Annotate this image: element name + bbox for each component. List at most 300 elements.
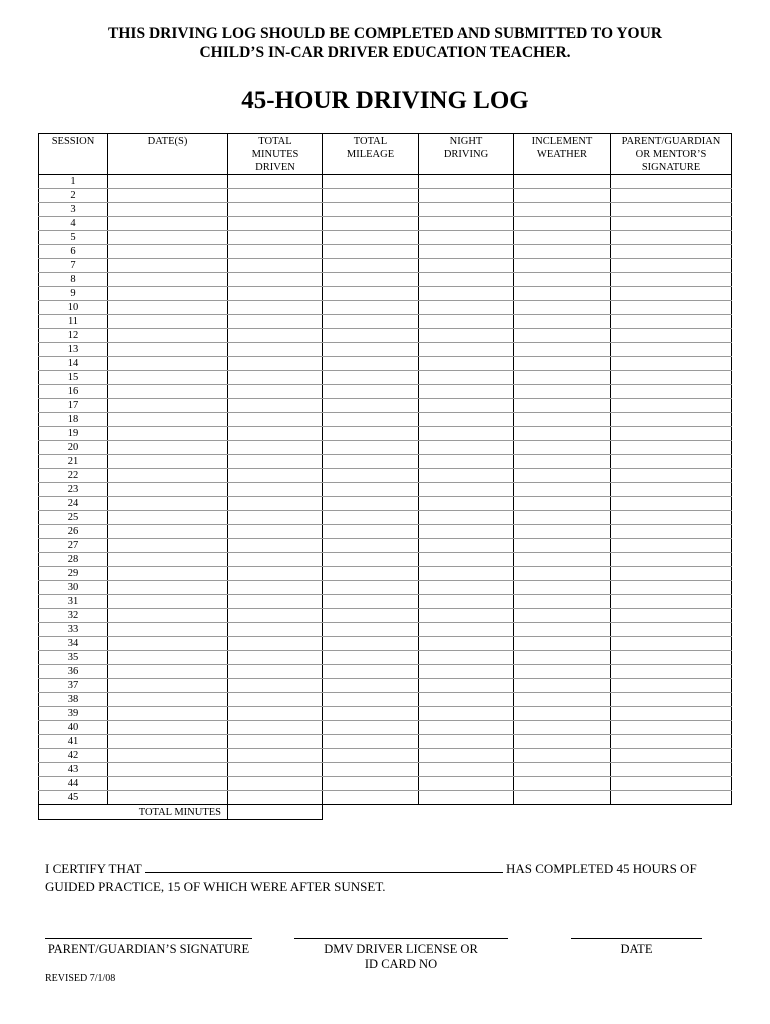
minutes-cell[interactable] [228, 595, 323, 609]
session-number: 13 [39, 343, 108, 357]
weather-cell[interactable] [514, 371, 611, 385]
notice-line-1: THIS DRIVING LOG SHOULD BE COMPLETED AND SUBMITTED TO YOUR [108, 25, 662, 42]
signature-cell[interactable] [611, 791, 732, 805]
night-cell[interactable] [419, 175, 514, 189]
signature-cell[interactable] [611, 343, 732, 357]
dates-cell[interactable] [108, 343, 228, 357]
weather-cell[interactable] [514, 385, 611, 399]
dates-cell[interactable] [108, 511, 228, 525]
weather-cell[interactable] [514, 357, 611, 371]
session-number: 24 [39, 497, 108, 511]
mileage-cell[interactable] [323, 203, 419, 217]
minutes-cell[interactable] [228, 693, 323, 707]
signature-cell[interactable] [611, 567, 732, 581]
weather-cell[interactable] [514, 637, 611, 651]
night-cell[interactable] [419, 455, 514, 469]
night-cell[interactable] [419, 231, 514, 245]
minutes-cell[interactable] [228, 497, 323, 511]
mileage-cell[interactable] [323, 651, 419, 665]
weather-cell[interactable] [514, 245, 611, 259]
mileage-cell[interactable] [323, 581, 419, 595]
night-cell[interactable] [419, 273, 514, 287]
minutes-cell[interactable] [228, 329, 323, 343]
minutes-cell[interactable] [228, 413, 323, 427]
table-row [39, 413, 732, 427]
mileage-cell[interactable] [323, 483, 419, 497]
mileage-cell[interactable] [323, 413, 419, 427]
night-cell[interactable] [419, 343, 514, 357]
table-row [39, 427, 732, 441]
dates-cell[interactable] [108, 497, 228, 511]
weather-cell[interactable] [514, 721, 611, 735]
weather-cell[interactable] [514, 329, 611, 343]
mileage-cell[interactable] [323, 385, 419, 399]
night-cell[interactable] [419, 497, 514, 511]
mileage-cell[interactable] [323, 441, 419, 455]
minutes-cell[interactable] [228, 455, 323, 469]
signature-cell[interactable] [611, 441, 732, 455]
mileage-cell[interactable] [323, 693, 419, 707]
minutes-cell[interactable] [228, 371, 323, 385]
night-cell[interactable] [419, 483, 514, 497]
weather-cell[interactable] [514, 525, 611, 539]
dates-cell[interactable] [108, 707, 228, 721]
session-number: 18 [39, 413, 108, 427]
mileage-cell[interactable] [323, 245, 419, 259]
weather-cell[interactable] [514, 287, 611, 301]
signature-cell[interactable] [611, 287, 732, 301]
weather-cell[interactable] [514, 399, 611, 413]
minutes-cell[interactable] [228, 441, 323, 455]
table-row [39, 497, 732, 511]
night-cell[interactable] [419, 609, 514, 623]
weather-cell[interactable] [514, 693, 611, 707]
weather-cell[interactable] [514, 497, 611, 511]
minutes-cell[interactable] [228, 231, 323, 245]
dates-cell[interactable] [108, 651, 228, 665]
minutes-cell[interactable] [228, 749, 323, 763]
dates-cell[interactable] [108, 287, 228, 301]
minutes-cell[interactable] [228, 385, 323, 399]
mileage-cell[interactable] [323, 791, 419, 805]
dates-cell[interactable] [108, 329, 228, 343]
session-number: 29 [39, 567, 108, 581]
minutes-cell[interactable] [228, 287, 323, 301]
night-cell[interactable] [419, 399, 514, 413]
dates-cell[interactable] [108, 777, 228, 791]
signature-cell[interactable] [611, 357, 732, 371]
weather-cell[interactable] [514, 413, 611, 427]
dates-cell[interactable] [108, 217, 228, 231]
mileage-cell[interactable] [323, 427, 419, 441]
table-row [39, 287, 732, 301]
session-number: 25 [39, 511, 108, 525]
mileage-cell[interactable] [323, 287, 419, 301]
dates-cell[interactable] [108, 385, 228, 399]
minutes-cell[interactable] [228, 217, 323, 231]
weather-cell[interactable] [514, 427, 611, 441]
parent-signature-line[interactable]: PARENT/GUARDIAN’S SIGNATURE [45, 938, 252, 957]
night-cell[interactable] [419, 539, 514, 553]
night-cell[interactable] [419, 679, 514, 693]
mileage-cell[interactable] [323, 679, 419, 693]
night-cell[interactable] [419, 525, 514, 539]
night-cell[interactable] [419, 245, 514, 259]
mileage-cell[interactable] [323, 259, 419, 273]
weather-cell[interactable] [514, 175, 611, 189]
night-cell[interactable] [419, 777, 514, 791]
session-number: 44 [39, 777, 108, 791]
mileage-cell[interactable] [323, 539, 419, 553]
dates-cell[interactable] [108, 539, 228, 553]
night-cell[interactable] [419, 427, 514, 441]
signature-cell[interactable] [611, 175, 732, 189]
signature-cell[interactable] [611, 539, 732, 553]
student-name-blank[interactable] [145, 860, 503, 873]
weather-cell[interactable] [514, 273, 611, 287]
minutes-cell[interactable] [228, 273, 323, 287]
table-row [39, 651, 732, 665]
night-cell[interactable] [419, 329, 514, 343]
night-cell[interactable] [419, 469, 514, 483]
weather-cell[interactable] [514, 483, 611, 497]
weather-cell[interactable] [514, 189, 611, 203]
dates-cell[interactable] [108, 357, 228, 371]
night-cell[interactable] [419, 385, 514, 399]
minutes-cell[interactable] [228, 539, 323, 553]
mileage-cell[interactable] [323, 329, 419, 343]
night-cell[interactable] [419, 259, 514, 273]
dates-cell[interactable] [108, 469, 228, 483]
mileage-cell[interactable] [323, 455, 419, 469]
weather-cell[interactable] [514, 763, 611, 777]
night-cell[interactable] [419, 651, 514, 665]
mileage-cell[interactable] [323, 189, 419, 203]
minutes-cell[interactable] [228, 203, 323, 217]
signature-cell[interactable] [611, 385, 732, 399]
dates-cell[interactable] [108, 609, 228, 623]
mileage-cell[interactable] [323, 735, 419, 749]
night-cell[interactable] [419, 581, 514, 595]
mileage-cell[interactable] [323, 595, 419, 609]
signature-cell[interactable] [611, 609, 732, 623]
weather-cell[interactable] [514, 679, 611, 693]
mileage-cell[interactable] [323, 609, 419, 623]
night-cell[interactable] [419, 567, 514, 581]
dates-cell[interactable] [108, 175, 228, 189]
dates-cell[interactable] [108, 399, 228, 413]
night-cell[interactable] [419, 203, 514, 217]
weather-cell[interactable] [514, 259, 611, 273]
dates-cell[interactable] [108, 595, 228, 609]
dates-cell[interactable] [108, 273, 228, 287]
table-row [39, 637, 732, 651]
dates-cell[interactable] [108, 525, 228, 539]
column-header-total-mileage: TOTAL MILEAGE [323, 134, 419, 175]
signature-cell[interactable] [611, 637, 732, 651]
minutes-cell[interactable] [228, 707, 323, 721]
dates-cell[interactable] [108, 735, 228, 749]
signature-cell[interactable] [611, 679, 732, 693]
weather-cell[interactable] [514, 539, 611, 553]
night-cell[interactable] [419, 413, 514, 427]
weather-cell[interactable] [514, 581, 611, 595]
minutes-cell[interactable] [228, 567, 323, 581]
minutes-cell[interactable] [228, 469, 323, 483]
night-cell[interactable] [419, 721, 514, 735]
dates-cell[interactable] [108, 721, 228, 735]
mileage-cell[interactable] [323, 637, 419, 651]
weather-cell[interactable] [514, 749, 611, 763]
weather-cell[interactable] [514, 777, 611, 791]
dates-cell[interactable] [108, 301, 228, 315]
weather-cell[interactable] [514, 651, 611, 665]
weather-cell[interactable] [514, 301, 611, 315]
signature-cell[interactable] [611, 427, 732, 441]
mileage-cell[interactable] [323, 497, 419, 511]
signature-cell[interactable] [611, 483, 732, 497]
minutes-cell[interactable] [228, 623, 323, 637]
weather-cell[interactable] [514, 217, 611, 231]
session-number: 5 [39, 231, 108, 245]
dates-cell[interactable] [108, 427, 228, 441]
minutes-cell[interactable] [228, 735, 323, 749]
minutes-cell[interactable] [228, 245, 323, 259]
dates-cell[interactable] [108, 637, 228, 651]
dates-cell[interactable] [108, 441, 228, 455]
signature-cell[interactable] [611, 511, 732, 525]
signature-cell[interactable] [611, 217, 732, 231]
night-cell[interactable] [419, 693, 514, 707]
minutes-cell[interactable] [228, 637, 323, 651]
minutes-cell[interactable] [228, 483, 323, 497]
dates-cell[interactable] [108, 567, 228, 581]
dates-cell[interactable] [108, 581, 228, 595]
signature-cell[interactable] [611, 189, 732, 203]
weather-cell[interactable] [514, 595, 611, 609]
signature-cell[interactable] [611, 455, 732, 469]
signature-cell[interactable] [611, 371, 732, 385]
dates-cell[interactable] [108, 553, 228, 567]
dates-cell[interactable] [108, 315, 228, 329]
dates-cell[interactable] [108, 413, 228, 427]
night-cell[interactable] [419, 595, 514, 609]
table-row [39, 343, 732, 357]
night-cell[interactable] [419, 637, 514, 651]
dates-cell[interactable] [108, 245, 228, 259]
minutes-cell[interactable] [228, 175, 323, 189]
minutes-cell[interactable] [228, 189, 323, 203]
mileage-cell[interactable] [323, 343, 419, 357]
mileage-cell[interactable] [323, 749, 419, 763]
signature-cell[interactable] [611, 623, 732, 637]
signature-cell[interactable] [611, 581, 732, 595]
table-row [39, 581, 732, 595]
signature-cell[interactable] [611, 525, 732, 539]
weather-cell[interactable] [514, 567, 611, 581]
signature-cell[interactable] [611, 665, 732, 679]
mileage-cell[interactable] [323, 371, 419, 385]
dates-cell[interactable] [108, 231, 228, 245]
mileage-cell[interactable] [323, 525, 419, 539]
mileage-cell[interactable] [323, 623, 419, 637]
minutes-cell[interactable] [228, 763, 323, 777]
weather-cell[interactable] [514, 203, 611, 217]
minutes-cell[interactable] [228, 315, 323, 329]
mileage-cell[interactable] [323, 721, 419, 735]
signature-cell[interactable] [611, 203, 732, 217]
signature-cell[interactable] [611, 301, 732, 315]
night-cell[interactable] [419, 371, 514, 385]
mileage-cell[interactable] [323, 567, 419, 581]
mileage-cell[interactable] [323, 315, 419, 329]
dates-cell[interactable] [108, 455, 228, 469]
minutes-cell[interactable] [228, 581, 323, 595]
mileage-cell[interactable] [323, 469, 419, 483]
mileage-cell[interactable] [323, 777, 419, 791]
dates-cell[interactable] [108, 763, 228, 777]
minutes-cell[interactable] [228, 427, 323, 441]
minutes-cell[interactable] [228, 721, 323, 735]
weather-cell[interactable] [514, 707, 611, 721]
mileage-cell[interactable] [323, 665, 419, 679]
signature-cell[interactable] [611, 329, 732, 343]
signature-cell[interactable] [611, 553, 732, 567]
mileage-cell[interactable] [323, 553, 419, 567]
signature-cell[interactable] [611, 721, 732, 735]
weather-cell[interactable] [514, 609, 611, 623]
dates-cell[interactable] [108, 203, 228, 217]
dates-cell[interactable] [108, 623, 228, 637]
night-cell[interactable] [419, 511, 514, 525]
weather-cell[interactable] [514, 455, 611, 469]
minutes-cell[interactable] [228, 357, 323, 371]
signature-cell[interactable] [611, 595, 732, 609]
night-cell[interactable] [419, 217, 514, 231]
minutes-cell[interactable] [228, 511, 323, 525]
mileage-cell[interactable] [323, 273, 419, 287]
mileage-cell[interactable] [323, 231, 419, 245]
dates-cell[interactable] [108, 665, 228, 679]
minutes-cell[interactable] [228, 343, 323, 357]
minutes-cell[interactable] [228, 301, 323, 315]
night-cell[interactable] [419, 315, 514, 329]
minutes-cell[interactable] [228, 651, 323, 665]
mileage-cell[interactable] [323, 357, 419, 371]
minutes-cell[interactable] [228, 665, 323, 679]
session-number: 8 [39, 273, 108, 287]
dates-cell[interactable] [108, 259, 228, 273]
signature-cell[interactable] [611, 763, 732, 777]
minutes-cell[interactable] [228, 777, 323, 791]
weather-cell[interactable] [514, 511, 611, 525]
dates-cell[interactable] [108, 483, 228, 497]
dates-cell[interactable] [108, 749, 228, 763]
table-row [39, 329, 732, 343]
signature-cell[interactable] [611, 315, 732, 329]
minutes-cell[interactable] [228, 553, 323, 567]
date-line[interactable]: DATE [571, 938, 702, 957]
dates-cell[interactable] [108, 791, 228, 805]
weather-cell[interactable] [514, 343, 611, 357]
signature-cell[interactable] [611, 273, 732, 287]
mileage-cell[interactable] [323, 301, 419, 315]
night-cell[interactable] [419, 763, 514, 777]
dates-cell[interactable] [108, 693, 228, 707]
night-cell[interactable] [419, 441, 514, 455]
night-cell[interactable] [419, 287, 514, 301]
night-cell[interactable] [419, 357, 514, 371]
mileage-cell[interactable] [323, 707, 419, 721]
weather-cell[interactable] [514, 315, 611, 329]
signature-cell[interactable] [611, 245, 732, 259]
signature-cell[interactable] [611, 777, 732, 791]
weather-cell[interactable] [514, 791, 611, 805]
night-cell[interactable] [419, 301, 514, 315]
mileage-cell[interactable] [323, 175, 419, 189]
night-cell[interactable] [419, 665, 514, 679]
night-cell[interactable] [419, 749, 514, 763]
mileage-cell[interactable] [323, 217, 419, 231]
signature-cell[interactable] [611, 651, 732, 665]
signature-cell[interactable] [611, 749, 732, 763]
signature-cell[interactable] [611, 413, 732, 427]
minutes-cell[interactable] [228, 679, 323, 693]
weather-cell[interactable] [514, 469, 611, 483]
signature-cell[interactable] [611, 693, 732, 707]
weather-cell[interactable] [514, 735, 611, 749]
minutes-cell[interactable] [228, 525, 323, 539]
signature-cell[interactable] [611, 231, 732, 245]
minutes-cell[interactable] [228, 259, 323, 273]
driving-log-table [38, 133, 732, 820]
signature-cell[interactable] [611, 399, 732, 413]
session-number: 45 [39, 791, 108, 805]
signature-cell[interactable] [611, 707, 732, 721]
weather-cell[interactable] [514, 623, 611, 637]
mileage-cell[interactable] [323, 763, 419, 777]
minutes-cell[interactable] [228, 399, 323, 413]
table-row [39, 483, 732, 497]
weather-cell[interactable] [514, 441, 611, 455]
night-cell[interactable] [419, 553, 514, 567]
dates-cell[interactable] [108, 371, 228, 385]
dmv-license-line[interactable]: DMV DRIVER LICENSE OR ID CARD NO [294, 938, 508, 972]
weather-cell[interactable] [514, 665, 611, 679]
night-cell[interactable] [419, 623, 514, 637]
night-cell[interactable] [419, 791, 514, 805]
night-cell[interactable] [419, 707, 514, 721]
night-cell[interactable] [419, 189, 514, 203]
mileage-cell[interactable] [323, 511, 419, 525]
minutes-cell[interactable] [228, 791, 323, 805]
minutes-cell[interactable] [228, 609, 323, 623]
signature-cell[interactable] [611, 735, 732, 749]
mileage-cell[interactable] [323, 399, 419, 413]
table-row [39, 679, 732, 693]
table-row [39, 175, 732, 189]
signature-cell[interactable] [611, 259, 732, 273]
night-cell[interactable] [419, 735, 514, 749]
weather-cell[interactable] [514, 553, 611, 567]
total-minutes-field[interactable] [228, 805, 323, 820]
dates-cell[interactable] [108, 679, 228, 693]
session-number: 11 [39, 315, 108, 329]
weather-cell[interactable] [514, 231, 611, 245]
dates-cell[interactable] [108, 189, 228, 203]
signature-cell[interactable] [611, 497, 732, 511]
signature-cell[interactable] [611, 469, 732, 483]
